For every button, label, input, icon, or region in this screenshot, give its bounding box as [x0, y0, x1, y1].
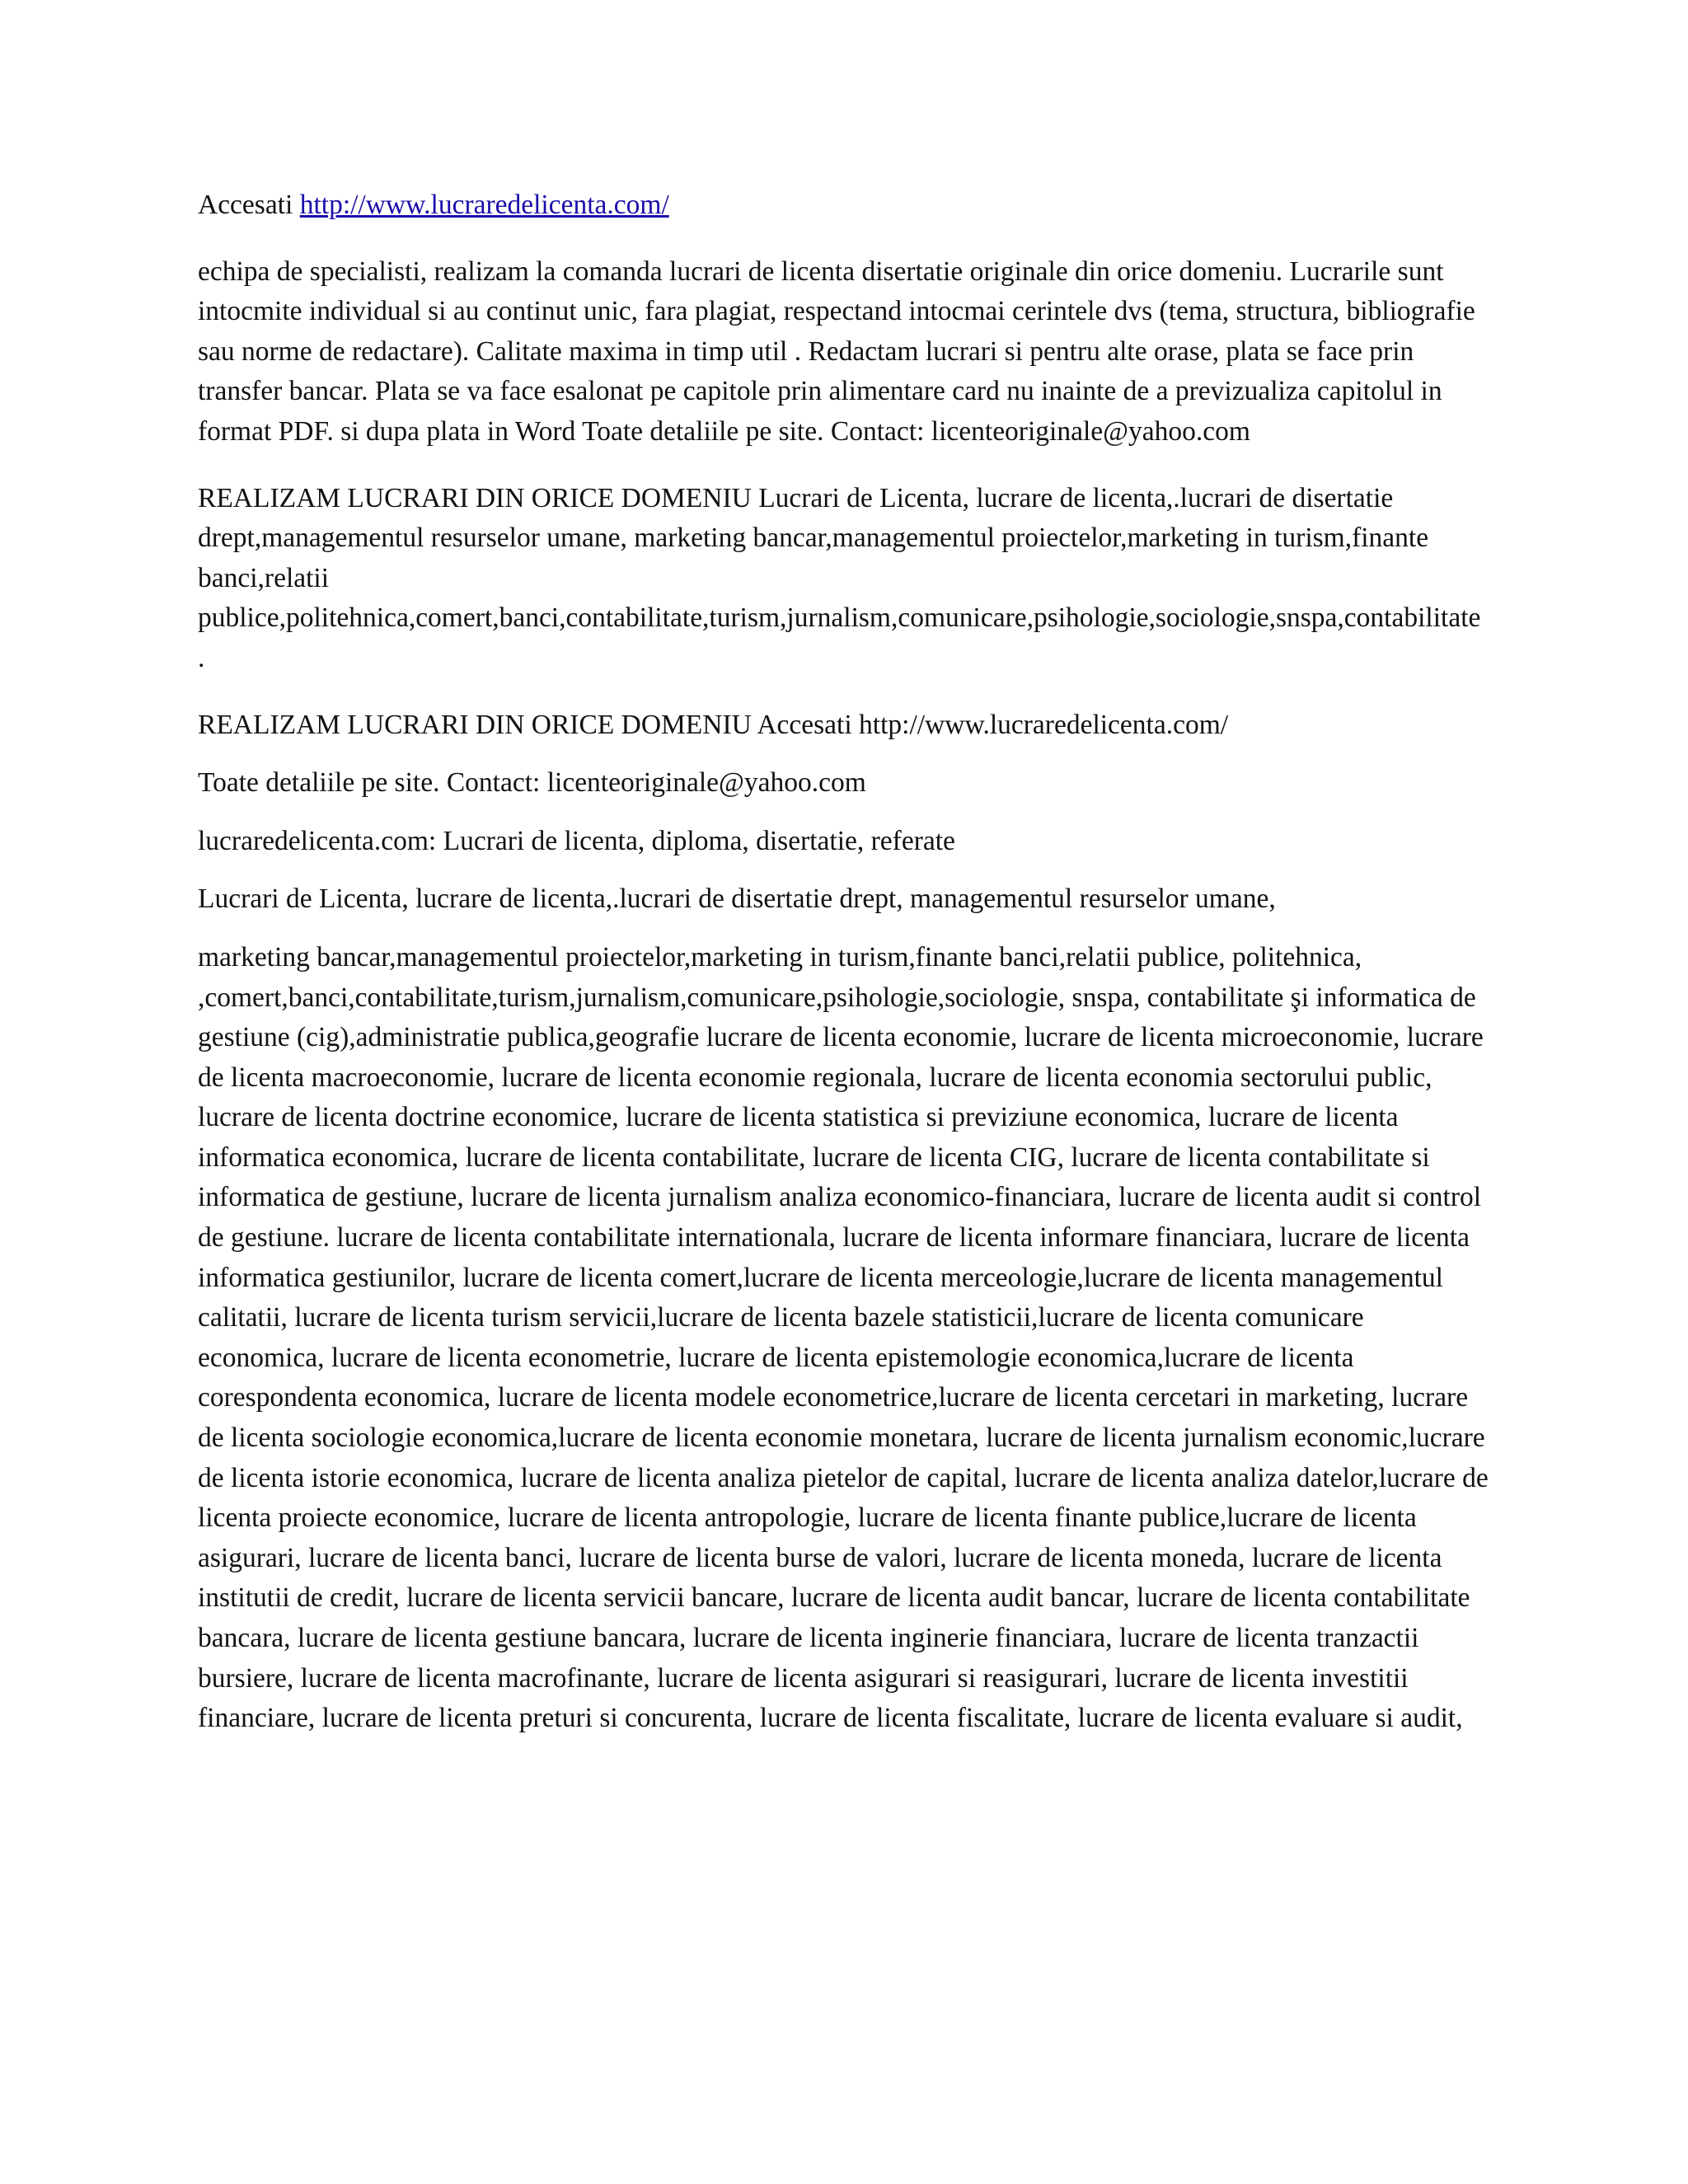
paragraph-access: REALIZAM LUCRARI DIN ORICE DOMENIU Accesati http://www.lucraredelicenta.com/ [198, 709, 1229, 740]
intro-prefix: Accesati [198, 190, 300, 220]
paragraph-services: echipa de specialisti, realizam la comanda lucrari de licenta disertatie originale din orice domeniu. Lucrarile sunt intocmite individual si au continut unic, fara plagiat, respectand intocmai cerintele dvs (tema, structura, bibliografie sau norme de redactare). Calitate maxima in timp util . Redactam lucrari si pentru alte orase, plata se face prin transfer bancar. Plata se va face esalonat pe capitole prin alimentare card nu inainte de a previzualiza capitolul in format PDF. si dupa plata in Word Toate detaliile pe site. Contact: licenteoriginale@yahoo.com [198, 255, 1475, 447]
site-link[interactable]: http://www.lucraredelicenta.com/ [299, 190, 669, 220]
paragraph-domains: REALIZAM LUCRARI DIN ORICE DOMENIU Lucrari de Licenta, lucrare de licenta,.lucrari de disertatie drept,managementul resurselor umane, marketing bancar,managementul proiectelor,marketing in turism,finante banci,relatii publice,politehnica,comert,banci,contabilitate,turism,jurnalism,comunicare,psihologie,sociologie,snspa,contabilitate . [198, 482, 1481, 673]
paragraph-topics-list: marketing bancar,managementul proiectelor,marketing in turism,finante banci,relatii publice, politehnica, ,comert,banci,contabilitate,turism,jurnalism,comunicare,psihologie,sociologie, snspa, contabilitate şi informatica de gestiune (cig),administratie publica,geografie lucrare de licenta economie, lucrare de licenta microeconomie, lucrare de licenta macroeconomie, lucrare de licenta economie regionala, lucrare de licenta economia sectorului public, lucrare de licenta doctrine economice, lucrare de licenta statistica si previziune economica, lucrare de licenta informatica economica, lucrare de licenta contabilitate, lucrare de licenta CIG, lucrare de licenta contabilitate si informatica de gestiune, lucrare de licenta jurnalism analiza economico-financiara, lucrare de licenta audit si control de gestiune. lucrare de licenta contabilitate internationala, lucrare de licenta informare financiara, lucrare de licenta informatica gestiunilor, lucrare de licenta comert,lucrare de licenta merceologie,lucrare de licenta managementul calitatii, lucrare de licenta turism servicii,lucrare de licenta bazele statisticii,lucrare de licenta comunicare economica, lucrare de licenta econometrie, lucrare de licenta epistemologie economica,lucrare de licenta corespondenta economica, lucrare de licenta modele econometrice,lucrare de licenta cercetari in marketing, lucrare de licenta sociologie economica,lucrare de licenta economie monetara, lucrare de licenta jurnalism economic,lucrare de licenta istorie economica, lucrare de licenta analiza pietelor de capital, lucrare de licenta analiza datelor,lucrare de licenta proiecte economice, lucrare de licenta antropologie, lucrare de licenta finante publice,lucrare de licenta asigurari, lucrare de licenta banci, lucrare de licenta burse de valori, lucrare de licenta moneda, lucrare de licenta institutii de credit, lucrare de licenta servicii bancare, lucrare de licenta audit bancar, lucrare de licenta contabilitate bancara, lucrare de licenta gestiune bancara, lucrare de licenta inginerie financiara, lucrare de licenta tranzactii bursiere, lucrare de licenta macrofinante, lucrare de licenta asigurari si reasigurari, lucrare de licenta investitii financiare, lucrare de licenta preturi si concurenta, lucrare de licenta fiscalitate, lucrare de licenta evaluare si audit, [198, 941, 1489, 1734]
paragraph-site-title: lucraredelicenta.com: Lucrari de licenta, diploma, disertatie, referate [198, 825, 955, 856]
paragraph-contact: Toate detaliile pe site. Contact: licenteoriginale@yahoo.com [198, 767, 866, 799]
intro-line [198, 185, 1492, 226]
document-body [198, 185, 1492, 1765]
paragraph-licenta-intro: Lucrari de Licenta, lucrare de licenta,.lucrari de disertatie drept, managementul resurselor umane, [198, 883, 1276, 915]
